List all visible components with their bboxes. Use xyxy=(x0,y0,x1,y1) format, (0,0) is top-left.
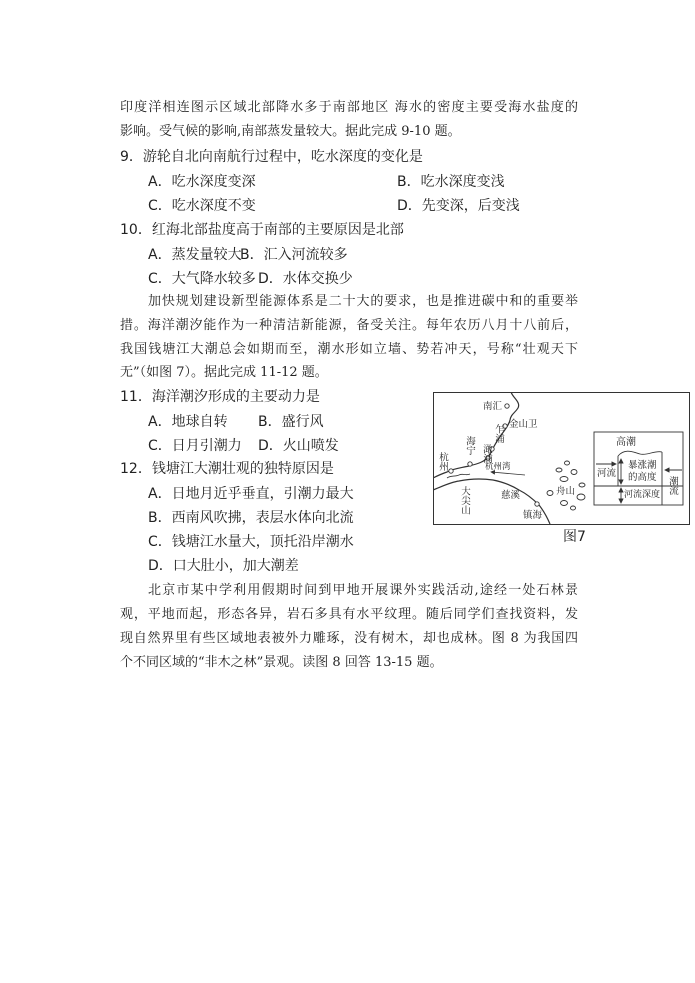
q12-option-b: B．西南风吹拂，表层水体向北流 xyxy=(148,510,354,526)
q9-option-c: C．吃水深度不变 xyxy=(148,198,256,214)
dot-nanhui xyxy=(505,404,509,408)
figure-7-caption: 图7 xyxy=(563,529,586,545)
label-zhenhai: 镇海 xyxy=(523,510,543,521)
q10-option-c: C．大气降水较多 xyxy=(148,271,256,287)
q11-option-c: C．日月引潮力 xyxy=(148,438,242,454)
figure-7 xyxy=(433,392,690,525)
passage2-line-1: 加快规划建设新型能源体系是二十大的要求，也是推进碳中和的重要举 xyxy=(148,294,578,309)
passage2-line-3: 我国钱塘江大潮总会如期而至，潮水形如立墙、势若冲天，号称“壮观天下 xyxy=(120,342,578,357)
q12-stem: 12．钱塘江大潮壮观的独特原因是 xyxy=(120,461,334,477)
q12-option-d: D．口大肚小，加大潮差 xyxy=(148,558,299,574)
q10-option-b: B．汇入河流较多 xyxy=(240,247,348,263)
label-hangzhouwan: 杭州湾 xyxy=(485,462,511,472)
passage2-line-4: 无”（如图 7）。据此完成 11-12 题。 xyxy=(120,365,328,380)
dot-hangzhou xyxy=(449,469,453,473)
q10-option-a: A．蒸发量较大 xyxy=(148,247,242,263)
label-river: 河流 xyxy=(597,468,617,479)
q11-stem: 11．海洋潮汐形成的主要动力是 xyxy=(120,389,320,405)
label-bore-height: 暴涨潮的高度 xyxy=(628,460,657,483)
label-jinshanwei: 金山卫 xyxy=(509,419,538,430)
label-zhapu: 乍浦 xyxy=(493,424,504,443)
q9-option-d: D．先变深，后变浅 xyxy=(397,198,520,214)
q9-option-a: A．吃水深度变深 xyxy=(148,174,256,190)
bore-surface xyxy=(618,451,662,456)
label-haining: 海宁 xyxy=(464,436,475,455)
q10-option-d: D．水体交换少 xyxy=(258,271,353,287)
dot-zhenhai xyxy=(535,502,539,506)
q11-option-d: D．火山喷发 xyxy=(258,438,339,454)
passage2-line-2: 措。海洋潮汐能作为一种清洁新能源，备受关注。每年农历八月十八前后， xyxy=(120,318,578,333)
q11-option-a: A．地球自转 xyxy=(148,414,228,430)
label-dajianshan: 大尖山 xyxy=(459,486,470,515)
label-high-tide: 高潮 xyxy=(616,437,636,448)
q9-option-b: B．吃水深度变浅 xyxy=(397,174,505,190)
intro-line-1: 印度洋相连图示区域北部降水多于南部地区 海水的密度主要受海水盐度的 xyxy=(120,100,578,115)
label-zhoushan: 舟山 xyxy=(556,486,576,497)
passage3-line-2: 观，平地而起，形态各异，岩石多具有水平纹理。随后同学们查找资料，发 xyxy=(120,607,578,622)
label-ganpu: 澉浦 xyxy=(481,444,492,463)
q9-stem: 9．游轮自北向南航行过程中，吃水深度的变化是 xyxy=(120,149,423,165)
dot-haining xyxy=(468,462,472,466)
label-river-depth: 河流深度 xyxy=(624,490,661,500)
label-nanhui: 南汇 xyxy=(483,401,503,412)
passage3-line-3: 现自然界里有些区域地表被外力雕琢，没有树木，却也成林。图 8 为我国四 xyxy=(120,631,578,646)
passage3-line-1: 北京市某中学利用假期时间到甲地开展课外实践活动,途经一处石林景 xyxy=(148,583,578,598)
river-bend xyxy=(447,474,470,478)
intro-line-2: 影响。受气候的影响,南部蒸发量较大。据此完成 9-10 题。 xyxy=(120,124,461,139)
passage3-line-4: 个不同区域的“非木之林”景观。读图 8 回答 13-15 题。 xyxy=(120,655,443,670)
label-tidal-current: 潮流 xyxy=(667,476,678,495)
figure-7-drawing xyxy=(433,392,690,525)
q12-option-a: A．日地月近乎垂直，引潮力最大 xyxy=(148,486,354,502)
q11-option-b: B．盛行风 xyxy=(258,414,324,430)
label-cixi: 慈溪 xyxy=(501,490,521,501)
q10-stem: 10．红海北部盐度高于南部的主要原因是北部 xyxy=(120,222,404,238)
q12-option-c: C．钱塘江水量大，顶托沿岸潮水 xyxy=(148,534,354,550)
label-hangzhou: 杭州 xyxy=(437,452,448,471)
